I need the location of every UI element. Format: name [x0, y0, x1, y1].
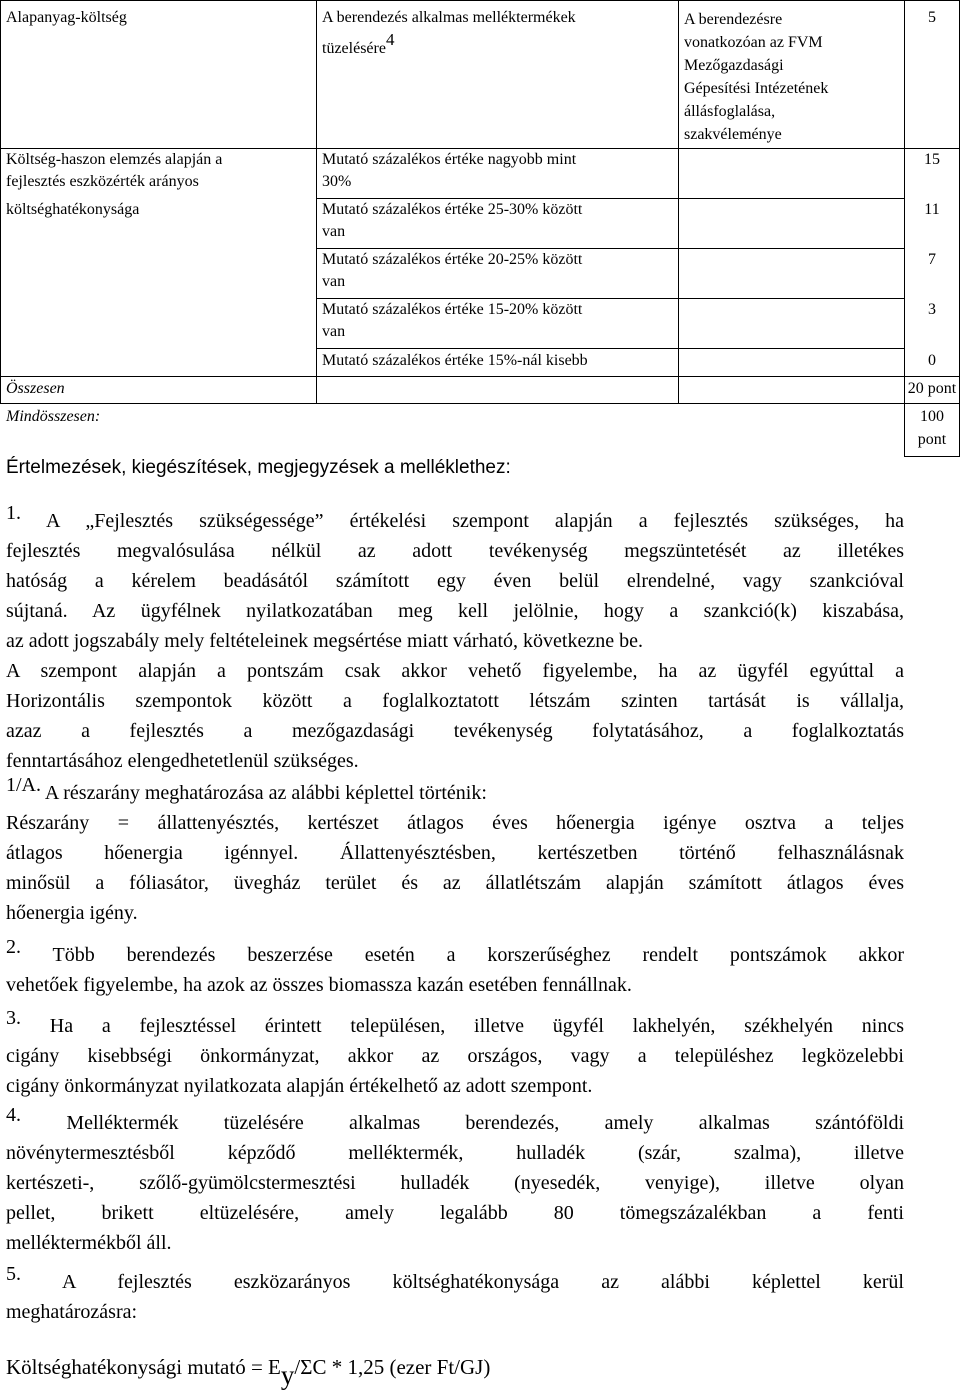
method-line: Mezőgazdasági — [684, 57, 784, 74]
note-number: 3. — [6, 1007, 21, 1029]
table-rule-left — [0, 0, 1, 404]
note-line: fejlesztés megvalósulása nélkül az adott tevékenység megszüntetését az illetékes — [6, 540, 904, 562]
grand-total-label: Mindösszesen: — [6, 408, 101, 425]
criterion-alapanyag: Alapanyag-költség — [6, 9, 127, 26]
note-line: melléktermékből áll. — [6, 1232, 172, 1254]
note-line: sújtaná. Az ügyfélnek nyilatkozatában meg kell jelölnie, hogy a szankció(k) kiszabása, — [6, 600, 904, 622]
note-3 — [6, 1007, 905, 1101]
formula-subscript: y — [280, 1360, 295, 1390]
note-line: 1. A „Fejlesztés szükségessége” értékelési szempont alapján a fejlesztés szükséges, ha — [6, 502, 904, 532]
criterion-cost-benefit-line1: Költség-haszon elemzés alapján a — [6, 151, 223, 168]
table-rule-col2 — [678, 0, 679, 404]
note-line: Részarány = állattenyésztés, kertészet átlagos éves hőenergia igénye osztva a teljes — [6, 812, 904, 834]
level-3-line2: van — [322, 273, 346, 290]
note-line: vehetőek figyelembe, ha azok az összes biomassza kazán esetében fennállnak. — [6, 974, 632, 996]
level-2-line1: Mutató százalékos értéke 25-30% között — [322, 201, 583, 218]
grand-total-points-line1: 100 — [920, 408, 944, 425]
method-line: Gépesítési Intézetének — [684, 80, 829, 97]
method-line: állásfoglalása, — [684, 103, 776, 120]
level-2-line2: van — [322, 223, 346, 240]
note-line: az adott jogszabály mely feltételeinek megsértése miatt várható, következne be. — [6, 630, 643, 652]
grand-total-points-line2: pont — [917, 431, 947, 448]
level-3-points: 7 — [928, 251, 936, 268]
note-number: 4. — [6, 1104, 21, 1126]
note-line: cigány önkormányzat nyilatkozata alapján értékelhető az adott szempont. — [6, 1075, 593, 1097]
level-2-points: 11 — [924, 201, 940, 218]
level-1-line2: 30% — [322, 173, 352, 190]
note-line: kertészeti-, szőlő-gyümölcstermesztési hulladék (nyesedék, venyige), illetve olyan — [6, 1172, 904, 1194]
table-rule-level3 — [316, 298, 904, 299]
criterion-cost-benefit-line2: fejlesztés eszközérték arányos — [6, 173, 199, 190]
note-line: hőenergia igény. — [6, 902, 138, 924]
note-4 — [6, 1104, 904, 1258]
table-rule-level1 — [316, 198, 904, 199]
note-line: 1/A. A részarány meghatározása az alábbi képlettel történik: — [6, 774, 487, 804]
table-rule-grandtotal — [0, 403, 960, 404]
formula-left: Költséghatékonysági mutató = E — [6, 1355, 281, 1379]
condition-line2: tüzelésére4 — [322, 30, 395, 57]
note-number: 1/A. — [6, 774, 41, 796]
table-rule-col1 — [316, 0, 317, 404]
notes-heading: Értelmezések, kiegészítések, megjegyzések a melléklethez: — [6, 457, 511, 478]
method-line: vonatkozóan az FVM — [684, 34, 823, 51]
note-line: 4. Melléktermék tüzelésére alkalmas berendezés, amely alkalmas szántóföldi — [6, 1104, 904, 1134]
note-1a — [6, 774, 904, 928]
table-rule-level2 — [316, 248, 904, 249]
note-number: 2. — [6, 936, 21, 958]
note-line: fenntartásához elengedhetetlenül szükséges. — [6, 750, 359, 772]
note-number: 1. — [6, 502, 21, 524]
note-line: pellet, brikett eltüzelésére, amely legalább 80 tömegszázalékban a fenti — [6, 1202, 904, 1224]
total-label: Összesen — [6, 380, 65, 397]
method-line: szakvéleménye — [684, 126, 782, 143]
formula-right: /ΣC * 1,25 (ezer Ft/GJ) — [294, 1355, 491, 1379]
level-3-line1: Mutató százalékos értéke 20-25% között — [322, 251, 583, 268]
method-text — [684, 8, 828, 146]
footnote-ref-4: 4 — [385, 30, 395, 49]
total-points: 20 pont — [907, 380, 957, 397]
note-1 — [6, 502, 904, 776]
note-line: 2. Több berendezés beszerzése esetén a korszerűséghez rendelt pontszámok akkor — [6, 936, 904, 966]
level-4-points: 3 — [928, 301, 936, 318]
table-rule-bottom — [904, 456, 960, 457]
level-1-points: 15 — [924, 151, 940, 168]
method-line: A berendezésre — [684, 11, 783, 28]
note-line: növénytermesztésből képződő melléktermék, hulladék (szár, szalma), illetve — [6, 1142, 904, 1164]
points-alapanyag: 5 — [928, 9, 936, 26]
level-5-points: 0 — [928, 352, 936, 369]
level-5-line1: Mutató százalékos értéke 15%-nál kisebb — [322, 352, 588, 369]
note-line: cigány kisebbségi önkormányzat, akkor az országos, vagy a településhez legközelebbi — [6, 1045, 904, 1067]
level-4-line1: Mutató százalékos értéke 15-20% között — [322, 301, 583, 318]
criterion-cost-benefit-line3: költséghatékonysága — [6, 201, 140, 218]
note-line: azaz a fejlesztés a mezőgazdasági tevékenység folytatásához, a foglalkoztatás — [6, 720, 904, 742]
note-line: A szempont alapján a pontszám csak akkor vehető figyelembe, ha az ügyfél egyúttal a — [6, 660, 904, 682]
level-1-line1: Mutató százalékos értéke nagyobb mint — [322, 151, 577, 168]
level-4-line2: van — [322, 323, 346, 340]
table-rule-top — [0, 0, 960, 1]
note-5 — [6, 1263, 904, 1327]
condition-line1: A berendezés alkalmas melléktermékek — [322, 9, 576, 26]
note-line: minősül a fóliasátor, üvegház terület és az állatlétszám alapján számított átlagos éves — [6, 872, 904, 894]
table-rule-total — [0, 376, 960, 377]
note-line: hatóság a kérelem beadásától számított egy éven belül elrendelné, vagy szankcióval — [6, 570, 904, 592]
cost-efficiency-formula — [6, 1351, 491, 1390]
note-line: átlagos hőenergia igénnyel. Állattenyésztésben, kertészetben történő felhasználásnak — [6, 842, 904, 864]
table-rule-level4 — [316, 348, 904, 349]
note-line: 5. A fejlesztés eszközarányos költséghatékonysága az alábbi képlettel kerül — [6, 1263, 904, 1293]
note-number: 5. — [6, 1263, 21, 1285]
note-line: 3. Ha a fejlesztéssel érintett településen, illetve ügyfél lakhelyén, székhelyén nincs — [6, 1007, 905, 1037]
table-rule-row1 — [0, 148, 960, 149]
note-2 — [6, 936, 904, 1000]
note-line: Horizontális szempontok között a foglalkoztatott létszám szinten tartását is vállalja, — [6, 690, 904, 712]
note-line: meghatározásra: — [6, 1301, 138, 1323]
